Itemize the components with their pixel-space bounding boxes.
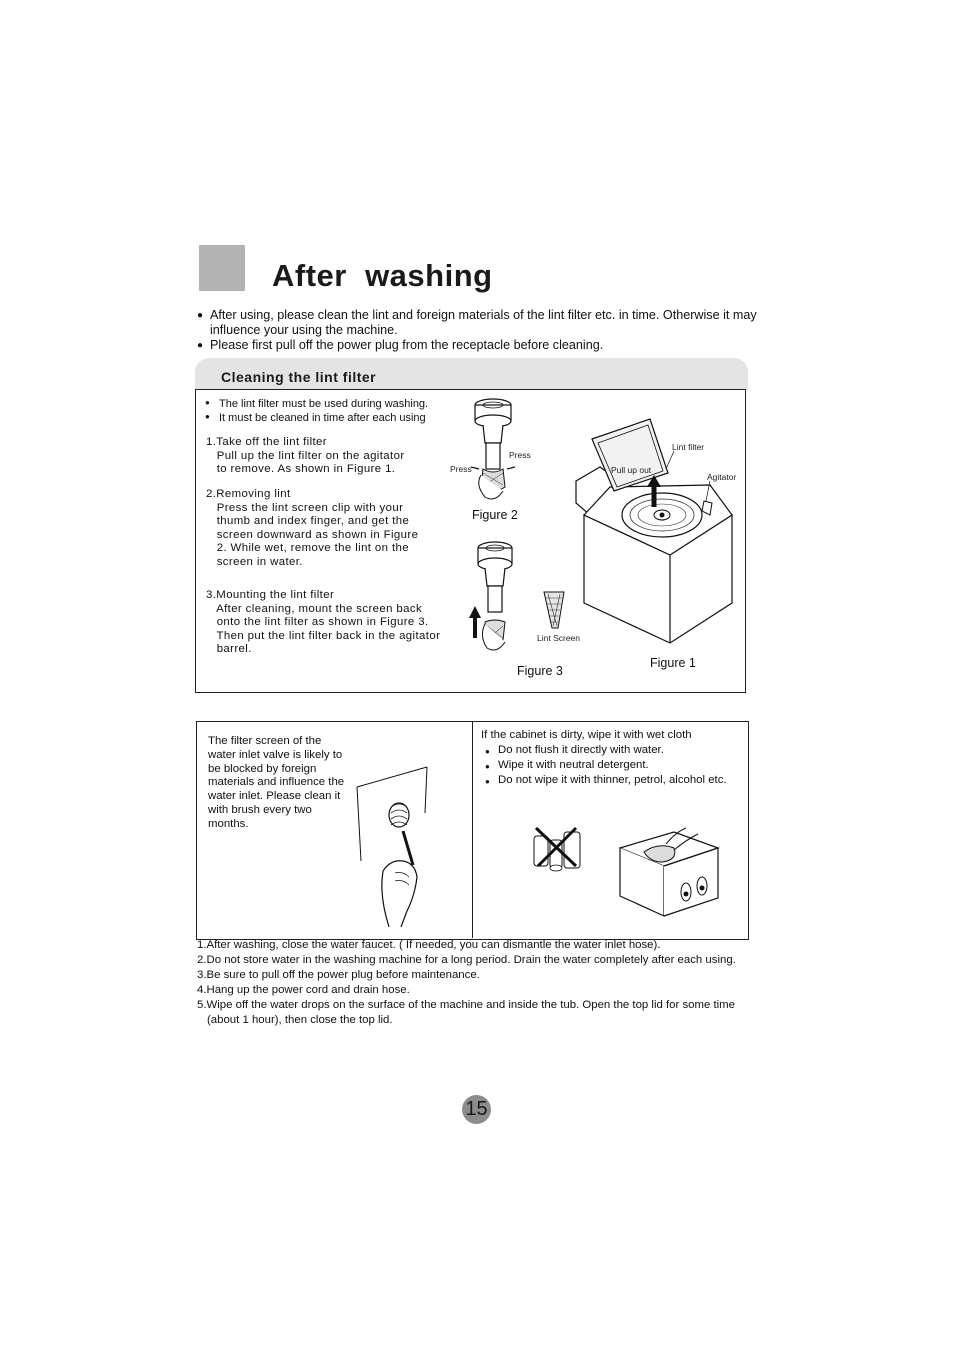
cabinet-cleaning bbox=[481, 728, 727, 788]
after-washing-list bbox=[197, 938, 757, 1028]
page-title: After washing bbox=[272, 258, 493, 293]
section-tab bbox=[195, 358, 748, 390]
figure-1-washing-machine bbox=[570, 415, 740, 645]
press-label-right: Press bbox=[509, 450, 531, 460]
section-marker bbox=[199, 245, 245, 291]
intro-notes bbox=[197, 308, 762, 353]
cabinet-item: ● Do not wipe it with thinner, petrol, alcohol etc. bbox=[481, 773, 727, 788]
step-1: 1.Take off the lint filter Pull up the lint filter on the agitator to remove. As shown in Figure 1. bbox=[206, 436, 405, 476]
cabinet-item: ● Do not flush it directly with water. bbox=[481, 743, 727, 758]
list-item: 2.Do not store water in the washing machine for a long period. Drain the water completely after each using. bbox=[197, 954, 736, 966]
brush-cleaning-illustration bbox=[355, 765, 435, 935]
intro-item: ● After using, please clean the lint and foreign materials of the lint filter etc. in time. Otherwise it may influence your using the machine. bbox=[197, 308, 762, 338]
step-3: 3.Mounting the lint filter After cleaning, mount the screen back onto the lint filter as shown in Figure 3. Then put the lint filter back in the agitator barrel. bbox=[206, 589, 441, 656]
lint-screen-illustration bbox=[540, 588, 570, 632]
filter-screen-note: The filter screen of the water inlet valve is likely to be blocked by foreign materials and influence the water inlet. Please clean it with brush every two months. bbox=[208, 735, 345, 830]
cabinet-item: ● Wipe it with neutral detergent. bbox=[481, 758, 727, 773]
figure-2-caption: Figure 2 bbox=[472, 508, 518, 522]
list-item: 4.Hang up the power cord and drain hose. bbox=[197, 984, 410, 996]
list-item: 5.Wipe off the water drops on the surface of the machine and inside the tub. Open the top lid for some time (about 1 hour), then close the top lid. bbox=[197, 999, 735, 1026]
list-item: 3.Be sure to pull off the power plug before maintenance. bbox=[197, 969, 480, 981]
cabinet-cleaning-title: If the cabinet is dirty, wipe it with wet cloth bbox=[481, 729, 692, 741]
lint-filter-label: Lint filter bbox=[672, 442, 705, 452]
figure-1-caption: Figure 1 bbox=[650, 656, 696, 670]
no-solvents-illustration bbox=[530, 824, 586, 874]
figure-3-illustration bbox=[465, 540, 545, 660]
step-2: 2.Removing lint Press the lint screen clip with your thumb and index finger, and get the screen downward as shown in Figure 2. While wet, remove the lint on the screen in water. bbox=[206, 488, 419, 568]
page-number: 15 bbox=[462, 1095, 491, 1124]
lint-screen-label: Lint Screen bbox=[537, 633, 580, 643]
press-label-left: Press bbox=[450, 464, 472, 474]
pull-up-out-label: Pull up out bbox=[611, 465, 652, 475]
panel-divider bbox=[472, 722, 473, 938]
section-heading: Cleaning the lint filter bbox=[221, 369, 377, 385]
figure-3-caption: Figure 3 bbox=[517, 664, 563, 678]
list-item: 1.After washing, close the water faucet. ( If needed, you can dismantle the water inlet hose). bbox=[197, 939, 661, 951]
lint-notes bbox=[205, 397, 428, 425]
lint-note: ● It must be cleaned in time after each using bbox=[205, 411, 428, 425]
wiping-machine-illustration bbox=[614, 826, 724, 918]
intro-item: ● Please first pull off the power plug from the receptacle before cleaning. bbox=[197, 338, 762, 353]
lint-note: ● The lint filter must be used during washing. bbox=[205, 397, 428, 411]
agitator-label: Agitator bbox=[707, 472, 737, 482]
